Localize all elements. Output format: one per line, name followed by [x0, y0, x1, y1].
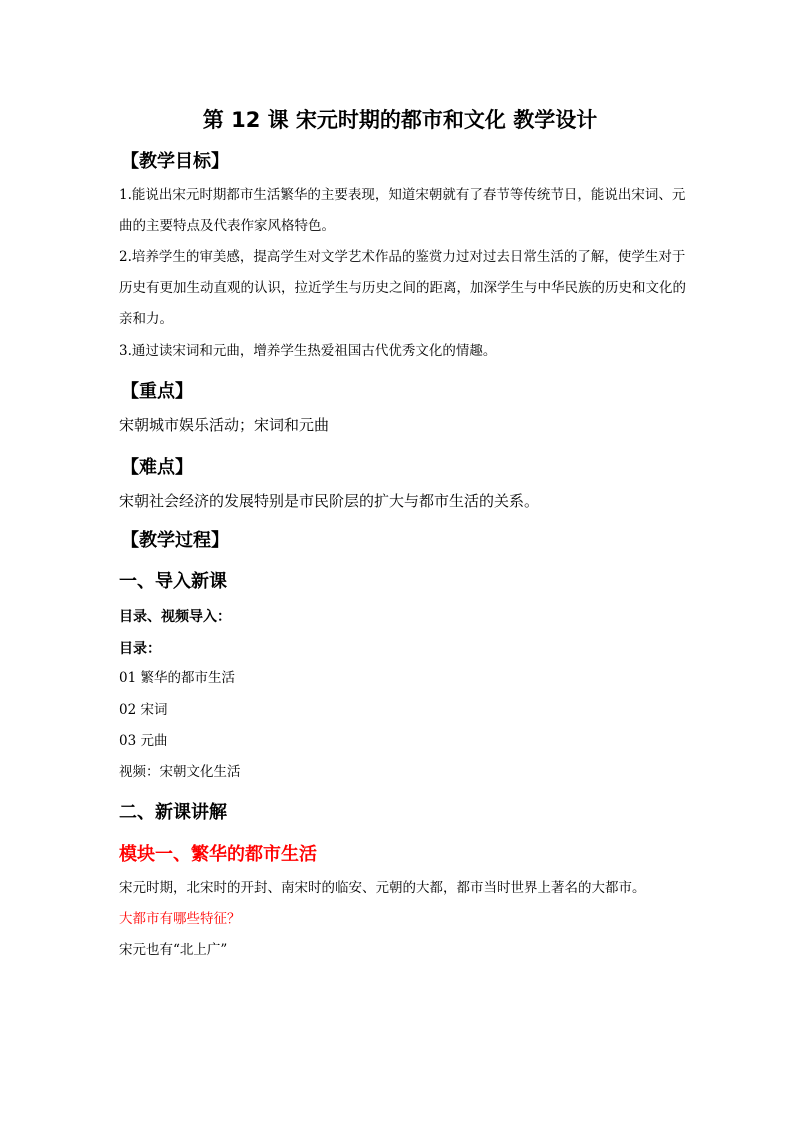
module-1-note: 宋元也有“北上广”: [119, 942, 228, 958]
toc-item: 01 繁华的都市生活: [119, 670, 235, 686]
module-1-heading: 模块一、繁华的都市生活: [119, 844, 317, 865]
module-1-paragraph: 宋元时期，北宋时的开封、南宋时的临安、元朝的大都，都市当时世界上著名的大都市。: [119, 880, 646, 896]
goals-heading: 【教学目标】: [121, 151, 229, 172]
toc-label: 目录：: [119, 641, 161, 657]
difficulties-heading: 【难点】: [121, 457, 193, 478]
document-title: 第 12 课 宋元时期的都市和文化 教学设计: [202, 108, 598, 132]
key-points-heading: 【重点】: [121, 381, 193, 402]
goal-item-2: 2.培养学生的审美感，提高学生对文学艺术作品的鉴赏力过对过去日常生活的了解，使学生对于历史有更加生动直观的认识，拉近学生与历史之间的距离，加深学生与中华民族的历史和文化的亲和力。: [119, 249, 686, 327]
section-1-heading: 一、导入新课: [119, 571, 227, 592]
process-heading: 【教学过程】: [121, 530, 229, 551]
difficulties-text: 宋朝社会经济的发展特别是市民阶层的扩大与都市生活的关系。: [119, 492, 540, 510]
section-1-subheading: 目录、视频导入：: [119, 609, 231, 625]
section-2-heading: 二、新课讲解: [119, 802, 227, 823]
toc-item: 03 元曲: [119, 733, 168, 749]
module-1-question: 大都市有哪些特征？: [119, 911, 241, 927]
video-line: 视频：宋朝文化生活: [119, 764, 241, 780]
toc-item: 02 宋词: [119, 702, 168, 718]
key-points-text: 宋朝城市娱乐活动；宋词和元曲: [119, 416, 330, 434]
goal-item-1: 1.能说出宋元时期都市生活繁华的主要表现，知道宋朝就有了春节等传统节日，能说出宋词、元曲的主要特点及代表作家风格特色。: [119, 187, 686, 234]
goal-item-3: 3.通过读宋词和元曲，增养学生热爱祖国古代优秀文化的情趣。: [119, 343, 497, 359]
